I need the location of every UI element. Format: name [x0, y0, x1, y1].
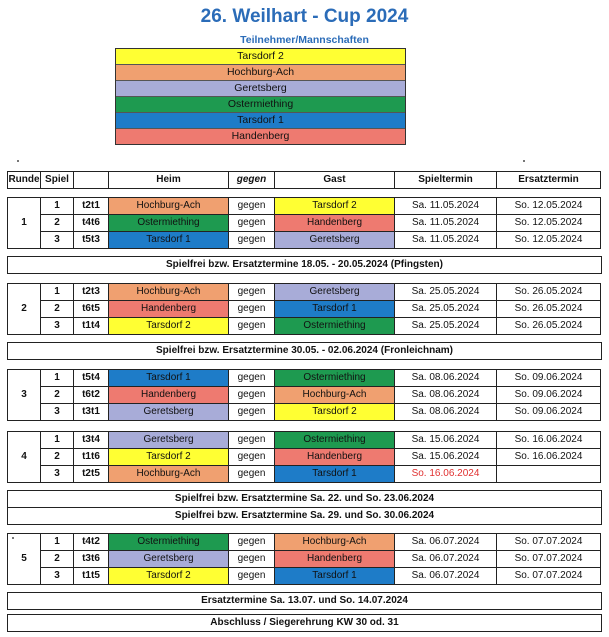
game-code: t2t3 [74, 284, 109, 301]
game-number: 1 [41, 284, 74, 301]
game-number: 3 [41, 568, 74, 585]
game-row [8, 370, 601, 387]
match-date: Sa. 15.06.2024 [395, 449, 497, 466]
versus: gegen [229, 232, 275, 249]
game-code: t6t5 [74, 301, 109, 318]
game-code: t5t4 [74, 370, 109, 387]
away-team: Geretsberg [275, 284, 395, 301]
game-row [8, 432, 601, 449]
home-team: Geretsberg [109, 432, 229, 449]
replacement-date: So. 16.06.2024 [497, 449, 601, 466]
home-team: Geretsberg [109, 551, 229, 568]
game-number: 3 [41, 404, 74, 421]
game-row [8, 466, 601, 483]
replacement-date: So. 07.07.2024 [497, 534, 601, 551]
away-team: Tarsdorf 1 [275, 568, 395, 585]
match-date: Sa. 06.07.2024 [395, 568, 497, 585]
round-block [7, 431, 601, 483]
home-team: Handenberg [109, 387, 229, 404]
versus: gegen [229, 432, 275, 449]
home-team: Tarsdorf 2 [109, 568, 229, 585]
game-code: t3t4 [74, 432, 109, 449]
game-code: t2t5 [74, 466, 109, 483]
game-row [8, 568, 601, 585]
versus: gegen [229, 404, 275, 421]
round-number: 4 [8, 432, 41, 483]
home-team: Ostermiething [109, 534, 229, 551]
versus: gegen [229, 466, 275, 483]
home-team: Geretsberg [109, 404, 229, 421]
replacement-date: So. 09.06.2024 [497, 387, 601, 404]
game-code: t5t3 [74, 232, 109, 249]
game-row [8, 301, 601, 318]
away-team: Tarsdorf 1 [275, 466, 395, 483]
match-date: Sa. 06.07.2024 [395, 534, 497, 551]
versus: gegen [229, 370, 275, 387]
column-header: Runde [8, 172, 41, 189]
home-team: Hochburg-Ach [109, 198, 229, 215]
away-team: Handenberg [275, 551, 395, 568]
game-number: 3 [41, 318, 74, 335]
game-number: 1 [41, 534, 74, 551]
team-item: Ostermiething [116, 97, 405, 113]
game-code: t6t2 [74, 387, 109, 404]
replacement-date [497, 466, 601, 483]
match-date: So. 16.06.2024 [395, 466, 497, 483]
versus: gegen [229, 318, 275, 335]
match-date: Sa. 11.05.2024 [395, 232, 497, 249]
match-date: Sa. 25.05.2024 [395, 284, 497, 301]
match-date: Sa. 06.07.2024 [395, 551, 497, 568]
scan-dot [523, 160, 525, 162]
teams-header: Teilnehmer/Mannschaften [240, 34, 369, 46]
column-header: Spiel [41, 172, 74, 189]
match-date: Sa. 08.06.2024 [395, 370, 497, 387]
home-team: Tarsdorf 2 [109, 318, 229, 335]
replacement-date: So. 09.06.2024 [497, 370, 601, 387]
game-code: t1t4 [74, 318, 109, 335]
game-row [8, 449, 601, 466]
game-code: t2t1 [74, 198, 109, 215]
replacement-date: So. 12.05.2024 [497, 215, 601, 232]
away-team: Hochburg-Ach [275, 387, 395, 404]
versus: gegen [229, 215, 275, 232]
versus: gegen [229, 551, 275, 568]
game-row [8, 387, 601, 404]
page-title: 26. Weilhart - Cup 2024 [200, 6, 409, 27]
game-row [8, 551, 601, 568]
home-team: Tarsdorf 1 [109, 370, 229, 387]
replacement-date: So. 12.05.2024 [497, 232, 601, 249]
away-team: Tarsdorf 1 [275, 301, 395, 318]
home-team: Handenberg [109, 301, 229, 318]
game-number: 1 [41, 198, 74, 215]
game-row [8, 404, 601, 421]
replacement-date: So. 26.05.2024 [497, 318, 601, 335]
replacement-date: So. 07.07.2024 [497, 551, 601, 568]
match-date: Sa. 25.05.2024 [395, 301, 497, 318]
game-number: 2 [41, 387, 74, 404]
away-team: Geretsberg [275, 232, 395, 249]
match-date: Sa. 08.06.2024 [395, 387, 497, 404]
column-header: Ersatztermin [497, 172, 601, 189]
game-code: t4t6 [74, 215, 109, 232]
versus: gegen [229, 534, 275, 551]
game-number: 2 [41, 551, 74, 568]
versus: gegen [229, 449, 275, 466]
round-number: 5 [8, 534, 41, 585]
replacement-date: So. 09.06.2024 [497, 404, 601, 421]
column-header: Spieltermin [395, 172, 497, 189]
match-date: Sa. 08.06.2024 [395, 404, 497, 421]
home-team: Tarsdorf 1 [109, 232, 229, 249]
schedule-header [7, 171, 601, 189]
round-number: 2 [8, 284, 41, 335]
away-team: Hochburg-Ach [275, 534, 395, 551]
team-item: Tarsdorf 1 [116, 113, 405, 129]
team-item: Tarsdorf 2 [116, 49, 405, 65]
round-block [7, 283, 601, 335]
game-number: 2 [41, 301, 74, 318]
column-header: gegen [229, 172, 275, 189]
game-row [8, 215, 601, 232]
game-code: t1t6 [74, 449, 109, 466]
match-date: Sa. 15.06.2024 [395, 432, 497, 449]
team-item: Handenberg [116, 129, 405, 144]
game-number: 3 [41, 466, 74, 483]
game-row [8, 534, 601, 551]
game-number: 2 [41, 215, 74, 232]
schedule-note: Spielfrei bzw. Ersatztermine 18.05. - 20.05.2024 (Pfingsten) [7, 256, 602, 274]
round-block [7, 197, 601, 249]
game-number: 3 [41, 232, 74, 249]
replacement-date: So. 12.05.2024 [497, 198, 601, 215]
game-code: t1t5 [74, 568, 109, 585]
game-code: t4t2 [74, 534, 109, 551]
team-item: Hochburg-Ach [116, 65, 405, 81]
round-number: 1 [8, 198, 41, 249]
away-team: Tarsdorf 2 [275, 198, 395, 215]
match-date: Sa. 25.05.2024 [395, 318, 497, 335]
game-row [8, 318, 601, 335]
schedule-note: Spielfrei bzw. Ersatztermine 30.05. - 02.06.2024 (Fronleichnam) [7, 342, 602, 360]
game-number: 2 [41, 449, 74, 466]
home-team: Ostermiething [109, 215, 229, 232]
away-team: Handenberg [275, 215, 395, 232]
game-number: 1 [41, 432, 74, 449]
scan-dot [17, 160, 19, 162]
column-header: Heim [109, 172, 229, 189]
schedule-note: Spielfrei bzw. Ersatztermine Sa. 29. und So. 30.06.2024 [7, 507, 602, 525]
replacement-date: So. 16.06.2024 [497, 432, 601, 449]
game-row [8, 284, 601, 301]
column-header [74, 172, 109, 189]
round-block [7, 533, 601, 585]
schedule-note: Ersatztermine Sa. 13.07. und So. 14.07.2024 [7, 592, 602, 610]
replacement-date: So. 26.05.2024 [497, 284, 601, 301]
away-team: Ostermiething [275, 432, 395, 449]
home-team: Tarsdorf 2 [109, 449, 229, 466]
round-block [7, 369, 601, 421]
game-code: t3t6 [74, 551, 109, 568]
replacement-date: So. 26.05.2024 [497, 301, 601, 318]
away-team: Ostermiething [275, 370, 395, 387]
game-row [8, 232, 601, 249]
versus: gegen [229, 301, 275, 318]
match-date: Sa. 11.05.2024 [395, 198, 497, 215]
team-item: Geretsberg [116, 81, 405, 97]
round-number: 3 [8, 370, 41, 421]
home-team: Hochburg-Ach [109, 466, 229, 483]
column-header: Gast [275, 172, 395, 189]
game-row [8, 198, 601, 215]
away-team: Tarsdorf 2 [275, 404, 395, 421]
game-number: 1 [41, 370, 74, 387]
home-team: Hochburg-Ach [109, 284, 229, 301]
versus: gegen [229, 284, 275, 301]
schedule-note: Abschluss / Siegerehrung KW 30 od. 31 [7, 614, 602, 632]
versus: gegen [229, 387, 275, 404]
versus: gegen [229, 568, 275, 585]
away-team: Ostermiething [275, 318, 395, 335]
schedule-note: Spielfrei bzw. Ersatztermine Sa. 22. und So. 23.06.2024 [7, 490, 602, 508]
game-code: t3t1 [74, 404, 109, 421]
away-team: Handenberg [275, 449, 395, 466]
match-date: Sa. 11.05.2024 [395, 215, 497, 232]
versus: gegen [229, 198, 275, 215]
teams-list [115, 48, 406, 145]
replacement-date: So. 07.07.2024 [497, 568, 601, 585]
